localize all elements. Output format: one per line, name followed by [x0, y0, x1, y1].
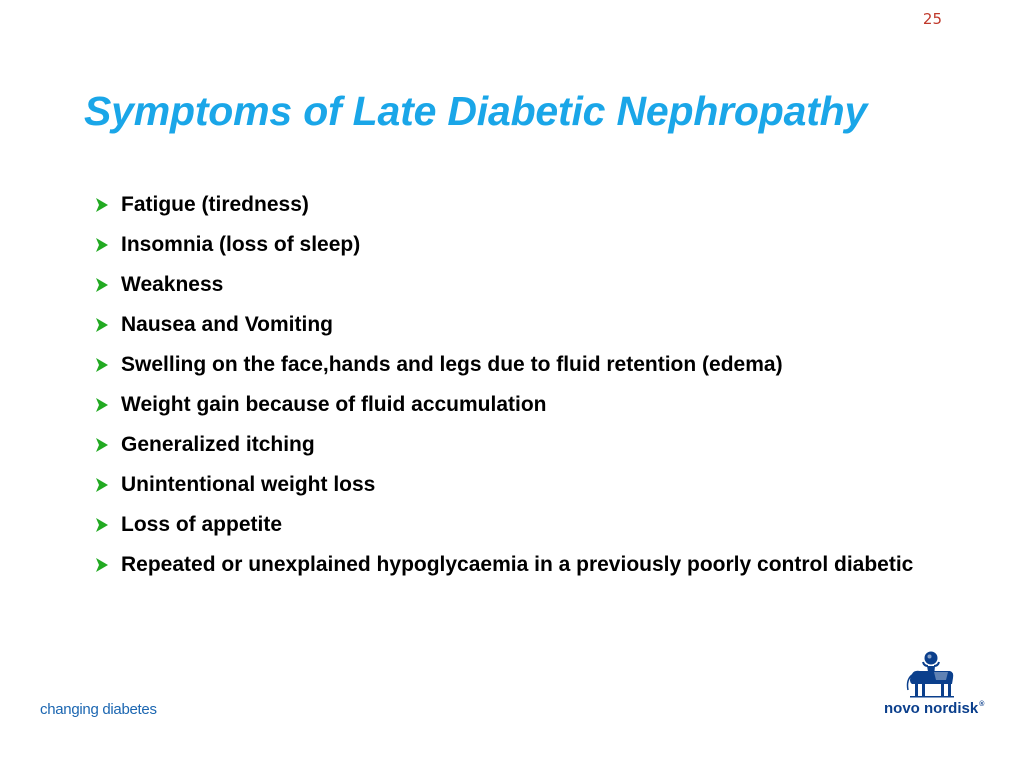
novo-nordisk-logo [880, 648, 985, 722]
registered-mark: ® [979, 701, 985, 708]
list-item [94, 510, 944, 539]
arrowhead-icon [94, 477, 110, 493]
list-item-text: Weight gain because of fluid accumulation [121, 393, 547, 416]
list-item-text: Repeated or unexplained hypoglycaemia in a previously poorly control diabetic [121, 553, 914, 576]
apis-bull-icon [898, 650, 958, 700]
list-item [94, 470, 944, 499]
arrowhead-icon [94, 397, 110, 413]
list-item-text: Insomnia (loss of sleep) [121, 233, 361, 256]
arrowhead-icon [94, 437, 110, 453]
list-item-text: Swelling on the face,hands and legs due to fluid retention (edema) [121, 353, 783, 376]
list-item [94, 430, 944, 459]
list-item [94, 550, 944, 579]
page-number: 25 [922, 10, 942, 28]
list-item [94, 310, 944, 339]
symptom-list [94, 190, 944, 590]
list-item-text: Nausea and Vomiting [121, 313, 333, 336]
logo-wordmark: novo nordisk [884, 700, 979, 717]
arrowhead-icon [94, 517, 110, 533]
list-item [94, 270, 944, 299]
list-item-text: Generalized itching [121, 433, 315, 456]
list-item-text: Loss of appetite [121, 513, 283, 536]
list-item [94, 230, 944, 259]
footer-tagline: changing diabetes [40, 701, 157, 718]
list-item-text: Unintentional weight loss [121, 473, 376, 496]
list-item [94, 190, 944, 219]
arrowhead-icon [94, 557, 110, 573]
list-item-text: Weakness [121, 273, 224, 296]
logo-text [884, 700, 984, 717]
slide-title: Symptoms of Late Diabetic Nephropathy [84, 88, 868, 134]
arrowhead-icon [94, 317, 110, 333]
list-item-text: Fatigue (tiredness) [121, 193, 309, 216]
arrowhead-icon [94, 237, 110, 253]
list-item [94, 350, 944, 379]
arrowhead-icon [94, 357, 110, 373]
arrowhead-icon [94, 277, 110, 293]
arrowhead-icon [94, 197, 110, 213]
list-item [94, 390, 944, 419]
